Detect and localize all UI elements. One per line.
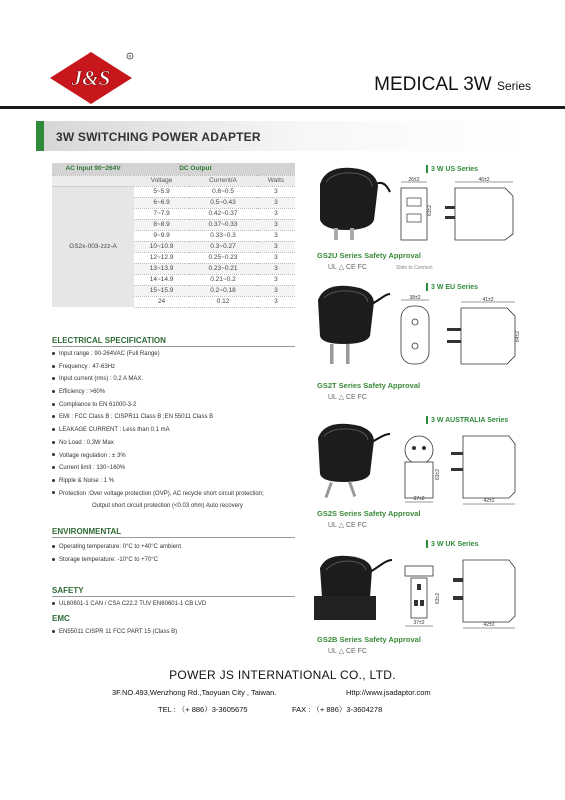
eu-adapter-image (312, 280, 392, 370)
dim-label: 63±2 (435, 592, 441, 604)
table-cell: 0.2~0.18 (189, 285, 257, 296)
uk-cert-marks: UL △ CE FC (328, 648, 367, 655)
bullet-icon (52, 352, 55, 355)
bullet-icon (52, 428, 55, 431)
table-cell: 9~9.9 (134, 230, 189, 241)
table-group-header: DC Output (134, 163, 257, 175)
table-cell: 3 (257, 296, 295, 307)
table-cell: 15~15.9 (134, 285, 189, 296)
table-cell: 12~12.9 (134, 252, 189, 263)
table-cell: 3 (257, 274, 295, 285)
dim-label: 46±2 (478, 177, 490, 183)
list-item: Operating temperature: 0°C to +40°C ambient (52, 541, 181, 554)
safety-heading: SAFETY (52, 586, 84, 595)
table-cell: 5~5.9 (134, 186, 189, 197)
dim-label: 63±2 (427, 204, 433, 216)
table-cell: 3 (257, 252, 295, 263)
eu-cert-marks: UL △ CE FC (328, 394, 367, 401)
bullet-icon (52, 377, 55, 380)
emc-list (52, 626, 177, 639)
table-cell: 0.3~0.27 (189, 241, 257, 252)
bullet-icon (52, 453, 55, 456)
table-cell: 3 (257, 219, 295, 230)
australia-adapter-image (312, 418, 392, 504)
us-cert-marks: UL △ CE FC (328, 264, 367, 271)
table-cell: 3 (257, 208, 295, 219)
table-cell: 0.12 (189, 296, 257, 307)
dim-label: 38±2 (409, 295, 421, 301)
company-fax: FAX : （+ 886）3-3604278 (292, 705, 383, 714)
uk-adapter-image (310, 550, 394, 630)
table-cell: 3 (257, 186, 295, 197)
table-cell: 3 (257, 263, 295, 274)
dim-label: 63±2 (435, 468, 441, 480)
table-cell: 0.37~0.33 (189, 219, 257, 230)
company-address: 3F.NO.493,Wenzhong Rd.,Taoyuan City , Taiwan. (112, 688, 277, 697)
title-suffix: Series (496, 79, 531, 93)
label-marker-icon (426, 540, 428, 548)
australia-dimension-drawing (397, 428, 520, 508)
list-item: Voltage regulation : ± 3% (52, 450, 264, 463)
spec-table (52, 163, 295, 308)
header-divider (0, 106, 565, 109)
bullet-icon (52, 630, 55, 633)
dim-label: 42±2 (483, 622, 495, 628)
uk-dimension-drawing (397, 552, 520, 632)
table-group-header: AC Input 90~264V (52, 163, 134, 175)
list-item: Storage temperature: -10°C to +70°C (52, 554, 181, 567)
bullet-icon (52, 403, 55, 406)
australia-series-label: 3 W AUSTRALIA Series (426, 416, 508, 424)
svg-text:R: R (128, 53, 132, 59)
list-item: Input range : 90-264VAC (Full Range) (52, 348, 264, 361)
label-marker-icon (426, 165, 428, 173)
environmental-heading: ENVIRONMENTAL (52, 527, 122, 536)
table-cell: 3 (257, 241, 295, 252)
table-column-header: Voltage (134, 175, 189, 186)
label-marker-icon (426, 283, 428, 291)
svg-text:J&S: J&S (71, 66, 111, 90)
section-divider (52, 346, 295, 347)
list-item: Frequency : 47-63Hz (52, 361, 264, 374)
list-item: No Load : 0.3W Max (52, 437, 264, 450)
safety-list (52, 598, 206, 611)
section-divider (52, 596, 295, 597)
dim-label: 37±2 (413, 496, 425, 502)
title-main: MEDICAL 3W (374, 74, 492, 95)
dim-label: 41±2 (482, 297, 494, 303)
table-model-cell: GS2x-003-zzz-A (52, 186, 134, 307)
table-cell: 10~10.9 (134, 241, 189, 252)
table-cell: 3 (257, 285, 295, 296)
bullet-icon (52, 441, 55, 444)
page-title (374, 74, 531, 96)
table-cell: 3 (257, 230, 295, 241)
dim-label: 64±2 (515, 330, 521, 342)
section-divider (52, 537, 295, 538)
table-cell: 0.33~0.3 (189, 230, 257, 241)
table-cell: 0.5~0.43 (189, 197, 257, 208)
bullet-icon (52, 415, 55, 418)
bullet-icon (52, 390, 55, 393)
list-item: Efficiency : >60% (52, 386, 264, 399)
table-column-header: Current/A (189, 175, 257, 186)
dim-label: 42±2 (483, 498, 495, 504)
eu-dimension-drawing (393, 294, 520, 372)
table-cell: 0.42~0.37 (189, 208, 257, 219)
bullet-icon (52, 365, 55, 368)
table-cell: 6~6.9 (134, 197, 189, 208)
bullet-icon (52, 558, 55, 561)
banner-accent (36, 121, 44, 151)
uk-safety-title: GS2B Series Safety Approval (317, 635, 421, 644)
list-item: EMI : FCC Class B ; CISPR11 Class B ;EN 55011 Class B (52, 411, 264, 424)
australia-cert-marks: UL △ CE FC (328, 522, 367, 529)
company-website-link[interactable]: Http://www.jsadaptor.com (346, 688, 431, 697)
company-name: POWER JS INTERNATIONAL CO., LTD. (169, 668, 396, 682)
us-series-label: 3 W US Series (426, 165, 478, 173)
table-cell: 0.23~0.21 (189, 263, 257, 274)
table-cell: 24 (134, 296, 189, 307)
list-item: EN55011 CISPR 11 FCC PART 15 (Class B) (52, 626, 177, 639)
australia-safety-title: GS2S Series Safety Approval (317, 509, 421, 518)
table-column-header: Watts (257, 175, 295, 186)
list-item: Ripple & Noise : 1 % (52, 475, 264, 488)
list-item: Compliance to EN 61000-3-2 (52, 399, 264, 412)
company-tel: TEL : （+ 886）3-3605675 (158, 705, 248, 714)
list-item: LEAKAGE CURRENT : Less than 0.1 mA (52, 424, 264, 437)
table-cell: 3 (257, 197, 295, 208)
bullet-icon (52, 491, 55, 494)
table-cell: 14~14.9 (134, 274, 189, 285)
table-cell: 8~8.9 (134, 219, 189, 230)
dim-label: 37±2 (413, 620, 425, 626)
list-item: UL60601-1 CAN / CSA C22.2 TUV EN60601-1 CB LVD (52, 598, 206, 611)
eu-series-label: 3 W EU Series (426, 283, 478, 291)
list-item: Input current (rms) : 0.2 A MAX. (52, 373, 264, 386)
list-item: Output short circuit protection (<0.03 ohm) Auto recovery (92, 503, 243, 510)
dim-label: 26±2 (408, 177, 420, 183)
emc-heading: EMC (52, 614, 70, 623)
table-cell: 0.21~0.2 (189, 274, 257, 285)
us-safety-title: GS2U Series Safety Approval (317, 251, 421, 260)
table-cell: 13~13.9 (134, 263, 189, 274)
table-cell: 0.25~0.23 (189, 252, 257, 263)
environmental-list (52, 541, 181, 566)
us-dimension-drawing (395, 176, 520, 248)
bullet-icon (52, 545, 55, 548)
bullet-icon (52, 466, 55, 469)
table-cell: 0.6~0.5 (189, 186, 257, 197)
eu-safety-title: GS2T Series Safety Approval (317, 381, 421, 390)
uk-series-label: 3 W UK Series (426, 540, 478, 548)
table-cell: 7~7.9 (134, 208, 189, 219)
us-adapter-image (312, 162, 392, 246)
us-note: Slide to Connect (396, 265, 433, 271)
electrical-heading: ELECTRICAL SPECIFICATION (52, 336, 166, 345)
section-title: 3W SWITCHING POWER ADAPTER (56, 130, 261, 144)
list-item: Protection :Over voltage protection (OVP), AC recycle short circuit protection; (52, 488, 264, 501)
label-marker-icon (426, 416, 428, 424)
bullet-icon (52, 479, 55, 482)
list-item: Current limit : 130~160% (52, 462, 264, 475)
electrical-list (52, 348, 264, 513)
bullet-icon (52, 602, 55, 605)
company-logo (50, 52, 132, 104)
